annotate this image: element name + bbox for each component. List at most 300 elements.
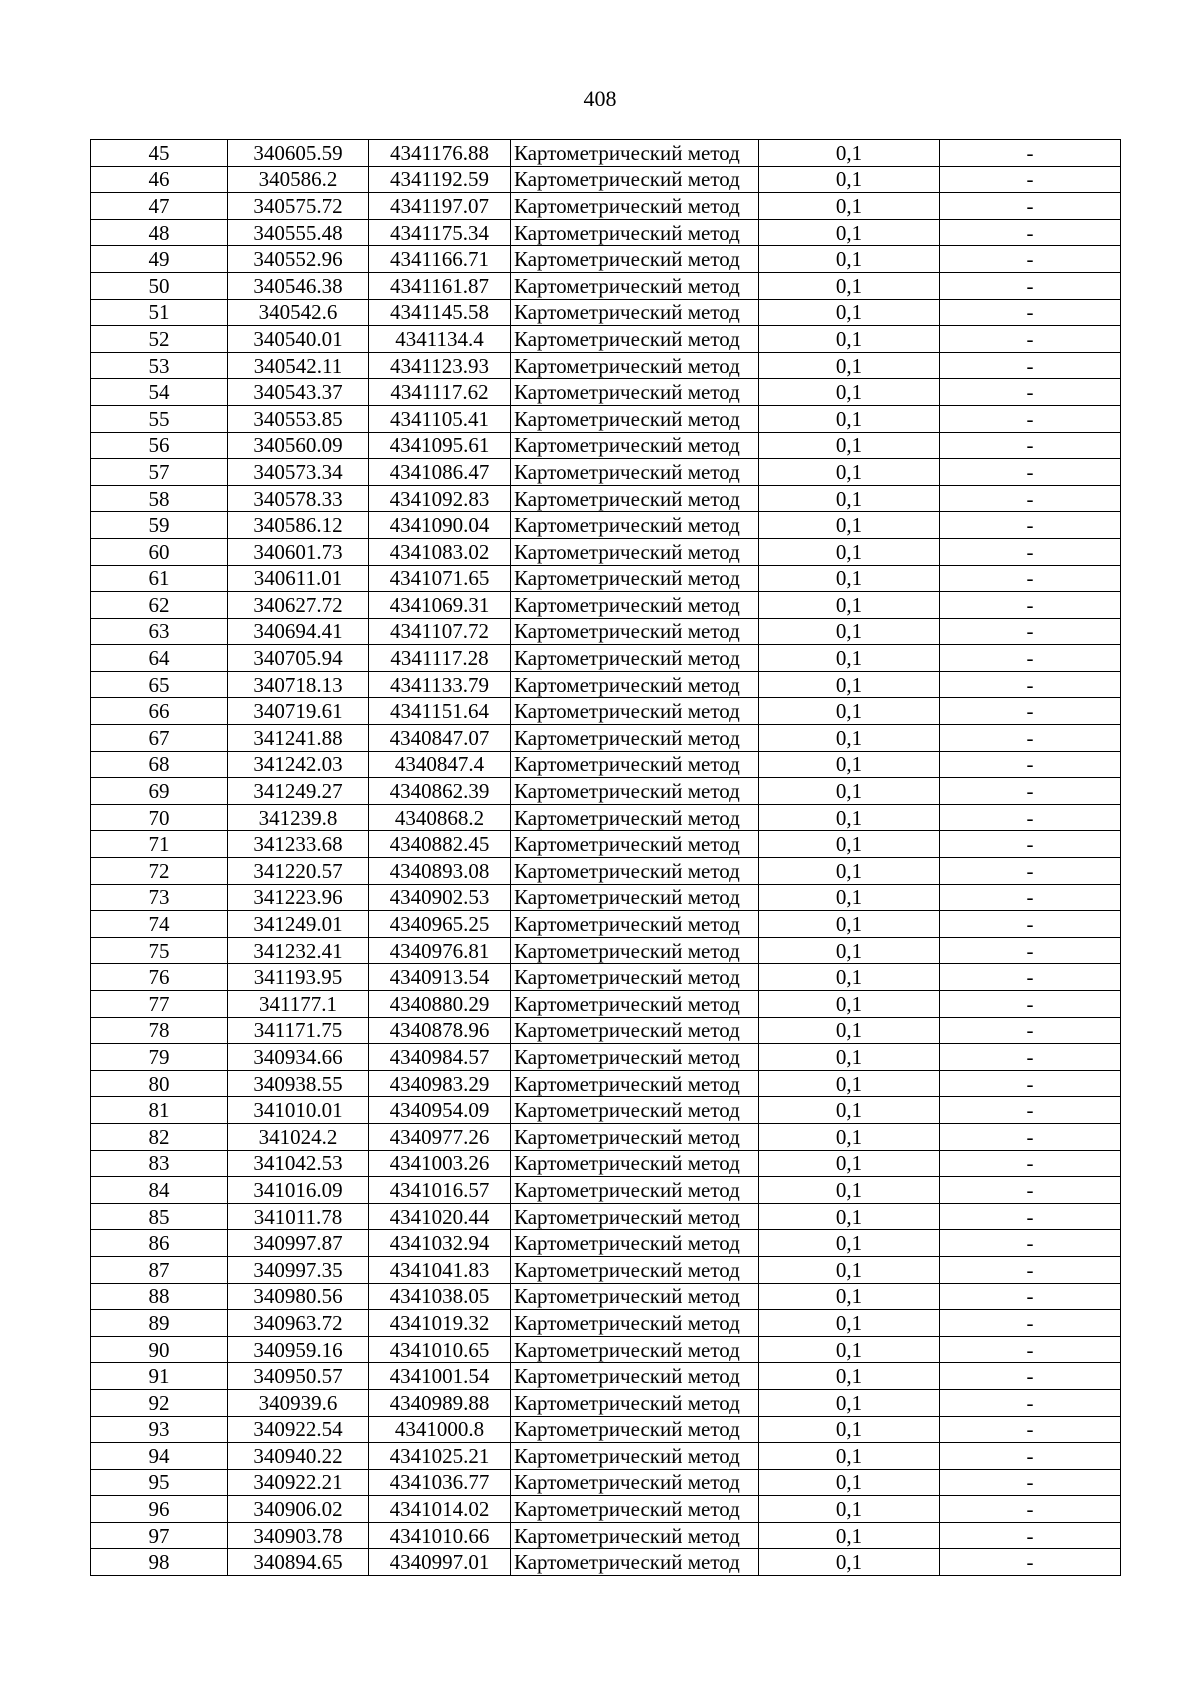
- accuracy-cell: 0,1: [759, 1177, 940, 1204]
- method-cell: Картометрический метод: [511, 459, 759, 486]
- y-coordinate-cell: 4341020.44: [369, 1203, 511, 1230]
- accuracy-cell: 0,1: [759, 512, 940, 539]
- accuracy-cell: 0,1: [759, 326, 940, 353]
- extra-cell: -: [940, 1150, 1121, 1177]
- y-coordinate-cell: 4341069.31: [369, 592, 511, 619]
- method-cell: Картометрический метод: [511, 1549, 759, 1576]
- y-coordinate-cell: 4340983.29: [369, 1070, 511, 1097]
- extra-cell: -: [940, 698, 1121, 725]
- x-coordinate-cell: 341233.68: [228, 831, 369, 858]
- table-row: [91, 1150, 1121, 1177]
- point-number-cell: 88: [91, 1283, 228, 1310]
- point-number-cell: 74: [91, 911, 228, 938]
- table-row: [91, 1177, 1121, 1204]
- method-cell: Картометрический метод: [511, 1150, 759, 1177]
- point-number-cell: 49: [91, 246, 228, 273]
- accuracy-cell: 0,1: [759, 778, 940, 805]
- extra-cell: -: [940, 405, 1121, 432]
- y-coordinate-cell: 4341197.07: [369, 193, 511, 220]
- point-number-cell: 61: [91, 565, 228, 592]
- x-coordinate-cell: 340575.72: [228, 193, 369, 220]
- y-coordinate-cell: 4341123.93: [369, 352, 511, 379]
- point-number-cell: 52: [91, 326, 228, 353]
- accuracy-cell: 0,1: [759, 964, 940, 991]
- point-number-cell: 95: [91, 1469, 228, 1496]
- extra-cell: -: [940, 1283, 1121, 1310]
- x-coordinate-cell: 340980.56: [228, 1283, 369, 1310]
- extra-cell: -: [940, 1416, 1121, 1443]
- x-coordinate-cell: 341223.96: [228, 884, 369, 911]
- extra-cell: -: [940, 645, 1121, 672]
- accuracy-cell: 0,1: [759, 352, 940, 379]
- method-cell: Картометрический метод: [511, 1177, 759, 1204]
- table-row: [91, 1123, 1121, 1150]
- extra-cell: -: [940, 1177, 1121, 1204]
- y-coordinate-cell: 4340893.08: [369, 858, 511, 885]
- y-coordinate-cell: 4341025.21: [369, 1443, 511, 1470]
- table-row: [91, 193, 1121, 220]
- method-cell: Картометрический метод: [511, 1283, 759, 1310]
- point-number-cell: 48: [91, 219, 228, 246]
- y-coordinate-cell: 4340913.54: [369, 964, 511, 991]
- method-cell: Картометрический метод: [511, 1070, 759, 1097]
- table-row: [91, 219, 1121, 246]
- accuracy-cell: 0,1: [759, 1389, 940, 1416]
- table-row: [91, 565, 1121, 592]
- point-number-cell: 79: [91, 1044, 228, 1071]
- accuracy-cell: 0,1: [759, 645, 940, 672]
- x-coordinate-cell: 340540.01: [228, 326, 369, 353]
- x-coordinate-cell: 340718.13: [228, 671, 369, 698]
- y-coordinate-cell: 4340868.2: [369, 804, 511, 831]
- y-coordinate-cell: 4340954.09: [369, 1097, 511, 1124]
- y-coordinate-cell: 4341117.28: [369, 645, 511, 672]
- point-number-cell: 56: [91, 432, 228, 459]
- extra-cell: -: [940, 671, 1121, 698]
- x-coordinate-cell: 340560.09: [228, 432, 369, 459]
- x-coordinate-cell: 340963.72: [228, 1310, 369, 1337]
- point-number-cell: 90: [91, 1336, 228, 1363]
- method-cell: Картометрический метод: [511, 432, 759, 459]
- extra-cell: -: [940, 778, 1121, 805]
- y-coordinate-cell: 4341161.87: [369, 272, 511, 299]
- method-cell: Картометрический метод: [511, 166, 759, 193]
- x-coordinate-cell: 341177.1: [228, 991, 369, 1018]
- point-number-cell: 76: [91, 964, 228, 991]
- extra-cell: -: [940, 1310, 1121, 1337]
- extra-cell: -: [940, 1097, 1121, 1124]
- point-number-cell: 72: [91, 858, 228, 885]
- table-row: [91, 1097, 1121, 1124]
- accuracy-cell: 0,1: [759, 485, 940, 512]
- y-coordinate-cell: 4340965.25: [369, 911, 511, 938]
- accuracy-cell: 0,1: [759, 1496, 940, 1523]
- x-coordinate-cell: 340553.85: [228, 405, 369, 432]
- point-number-cell: 75: [91, 937, 228, 964]
- extra-cell: -: [940, 1044, 1121, 1071]
- accuracy-cell: 0,1: [759, 1017, 940, 1044]
- y-coordinate-cell: 4341095.61: [369, 432, 511, 459]
- point-number-cell: 92: [91, 1389, 228, 1416]
- point-number-cell: 55: [91, 405, 228, 432]
- y-coordinate-cell: 4341071.65: [369, 565, 511, 592]
- y-coordinate-cell: 4341105.41: [369, 405, 511, 432]
- point-number-cell: 50: [91, 272, 228, 299]
- point-number-cell: 85: [91, 1203, 228, 1230]
- method-cell: Картометрический метод: [511, 1496, 759, 1523]
- table-row: [91, 1044, 1121, 1071]
- method-cell: Картометрический метод: [511, 911, 759, 938]
- table-row: [91, 512, 1121, 539]
- table-row: [91, 299, 1121, 326]
- point-number-cell: 69: [91, 778, 228, 805]
- y-coordinate-cell: 4341041.83: [369, 1256, 511, 1283]
- extra-cell: -: [940, 911, 1121, 938]
- y-coordinate-cell: 4341010.66: [369, 1522, 511, 1549]
- point-number-cell: 86: [91, 1230, 228, 1257]
- extra-cell: -: [940, 299, 1121, 326]
- table-row: [91, 1310, 1121, 1337]
- table-row: [91, 858, 1121, 885]
- table-row: [91, 246, 1121, 273]
- method-cell: Картометрический метод: [511, 272, 759, 299]
- x-coordinate-cell: 341249.27: [228, 778, 369, 805]
- table-row: [91, 326, 1121, 353]
- extra-cell: -: [940, 565, 1121, 592]
- point-number-cell: 54: [91, 379, 228, 406]
- table-row: [91, 991, 1121, 1018]
- table-row: [91, 618, 1121, 645]
- x-coordinate-cell: 340939.6: [228, 1389, 369, 1416]
- y-coordinate-cell: 4341176.88: [369, 140, 511, 167]
- x-coordinate-cell: 340578.33: [228, 485, 369, 512]
- point-number-cell: 60: [91, 538, 228, 565]
- x-coordinate-cell: 340894.65: [228, 1549, 369, 1576]
- table-row: [91, 1017, 1121, 1044]
- accuracy-cell: 0,1: [759, 565, 940, 592]
- method-cell: Картометрический метод: [511, 858, 759, 885]
- accuracy-cell: 0,1: [759, 592, 940, 619]
- x-coordinate-cell: 341024.2: [228, 1123, 369, 1150]
- x-coordinate-cell: 340611.01: [228, 565, 369, 592]
- point-number-cell: 77: [91, 991, 228, 1018]
- table-row: [91, 1469, 1121, 1496]
- method-cell: Картометрический метод: [511, 299, 759, 326]
- method-cell: Картометрический метод: [511, 645, 759, 672]
- accuracy-cell: 0,1: [759, 1443, 940, 1470]
- x-coordinate-cell: 340627.72: [228, 592, 369, 619]
- method-cell: Картометрический метод: [511, 538, 759, 565]
- x-coordinate-cell: 341011.78: [228, 1203, 369, 1230]
- x-coordinate-cell: 340543.37: [228, 379, 369, 406]
- accuracy-cell: 0,1: [759, 618, 940, 645]
- point-number-cell: 87: [91, 1256, 228, 1283]
- y-coordinate-cell: 4341134.4: [369, 326, 511, 353]
- x-coordinate-cell: 340705.94: [228, 645, 369, 672]
- y-coordinate-cell: 4341090.04: [369, 512, 511, 539]
- table-row: [91, 1443, 1121, 1470]
- method-cell: Картометрический метод: [511, 1203, 759, 1230]
- extra-cell: -: [940, 991, 1121, 1018]
- x-coordinate-cell: 340940.22: [228, 1443, 369, 1470]
- method-cell: Картометрический метод: [511, 884, 759, 911]
- x-coordinate-cell: 340586.12: [228, 512, 369, 539]
- point-number-cell: 53: [91, 352, 228, 379]
- point-number-cell: 70: [91, 804, 228, 831]
- x-coordinate-cell: 341016.09: [228, 1177, 369, 1204]
- point-number-cell: 97: [91, 1522, 228, 1549]
- x-coordinate-cell: 340997.87: [228, 1230, 369, 1257]
- y-coordinate-cell: 4341016.57: [369, 1177, 511, 1204]
- accuracy-cell: 0,1: [759, 459, 940, 486]
- y-coordinate-cell: 4341092.83: [369, 485, 511, 512]
- point-number-cell: 83: [91, 1150, 228, 1177]
- x-coordinate-cell: 341220.57: [228, 858, 369, 885]
- method-cell: Картометрический метод: [511, 1443, 759, 1470]
- accuracy-cell: 0,1: [759, 1416, 940, 1443]
- extra-cell: -: [940, 246, 1121, 273]
- method-cell: Картометрический метод: [511, 1469, 759, 1496]
- extra-cell: -: [940, 858, 1121, 885]
- accuracy-cell: 0,1: [759, 1044, 940, 1071]
- x-coordinate-cell: 341171.75: [228, 1017, 369, 1044]
- table-row: [91, 778, 1121, 805]
- accuracy-cell: 0,1: [759, 1150, 940, 1177]
- x-coordinate-cell: 341241.88: [228, 725, 369, 752]
- x-coordinate-cell: 340903.78: [228, 1522, 369, 1549]
- extra-cell: -: [940, 1443, 1121, 1470]
- method-cell: Картометрический метод: [511, 1256, 759, 1283]
- extra-cell: -: [940, 512, 1121, 539]
- method-cell: Картометрический метод: [511, 1017, 759, 1044]
- table-row: [91, 831, 1121, 858]
- x-coordinate-cell: 341239.8: [228, 804, 369, 831]
- accuracy-cell: 0,1: [759, 1203, 940, 1230]
- table-row: [91, 698, 1121, 725]
- extra-cell: -: [940, 831, 1121, 858]
- point-number-cell: 59: [91, 512, 228, 539]
- extra-cell: -: [940, 379, 1121, 406]
- point-number-cell: 58: [91, 485, 228, 512]
- method-cell: Картометрический метод: [511, 1363, 759, 1390]
- y-coordinate-cell: 4341107.72: [369, 618, 511, 645]
- y-coordinate-cell: 4340878.96: [369, 1017, 511, 1044]
- table-row: [91, 405, 1121, 432]
- method-cell: Картометрический метод: [511, 1416, 759, 1443]
- x-coordinate-cell: 340997.35: [228, 1256, 369, 1283]
- point-number-cell: 98: [91, 1549, 228, 1576]
- method-cell: Картометрический метод: [511, 193, 759, 220]
- method-cell: Картометрический метод: [511, 512, 759, 539]
- point-number-cell: 96: [91, 1496, 228, 1523]
- method-cell: Картометрический метод: [511, 1389, 759, 1416]
- table-row: [91, 1549, 1121, 1576]
- accuracy-cell: 0,1: [759, 246, 940, 273]
- y-coordinate-cell: 4340882.45: [369, 831, 511, 858]
- table-row: [91, 1522, 1121, 1549]
- point-number-cell: 94: [91, 1443, 228, 1470]
- extra-cell: -: [940, 272, 1121, 299]
- method-cell: Картометрический метод: [511, 485, 759, 512]
- point-number-cell: 57: [91, 459, 228, 486]
- y-coordinate-cell: 4340976.81: [369, 937, 511, 964]
- accuracy-cell: 0,1: [759, 379, 940, 406]
- table-row: [91, 884, 1121, 911]
- x-coordinate-cell: 341042.53: [228, 1150, 369, 1177]
- y-coordinate-cell: 4341001.54: [369, 1363, 511, 1390]
- accuracy-cell: 0,1: [759, 751, 940, 778]
- extra-cell: -: [940, 1256, 1121, 1283]
- table-row: [91, 352, 1121, 379]
- extra-cell: -: [940, 1203, 1121, 1230]
- y-coordinate-cell: 4341192.59: [369, 166, 511, 193]
- table-row: [91, 1070, 1121, 1097]
- extra-cell: -: [940, 219, 1121, 246]
- accuracy-cell: 0,1: [759, 1469, 940, 1496]
- accuracy-cell: 0,1: [759, 991, 940, 1018]
- extra-cell: -: [940, 1522, 1121, 1549]
- accuracy-cell: 0,1: [759, 193, 940, 220]
- accuracy-cell: 0,1: [759, 725, 940, 752]
- extra-cell: -: [940, 1123, 1121, 1150]
- method-cell: Картометрический метод: [511, 326, 759, 353]
- accuracy-cell: 0,1: [759, 1070, 940, 1097]
- y-coordinate-cell: 4341003.26: [369, 1150, 511, 1177]
- extra-cell: -: [940, 459, 1121, 486]
- x-coordinate-cell: 341242.03: [228, 751, 369, 778]
- extra-cell: -: [940, 1017, 1121, 1044]
- accuracy-cell: 0,1: [759, 299, 940, 326]
- extra-cell: -: [940, 964, 1121, 991]
- x-coordinate-cell: 340719.61: [228, 698, 369, 725]
- y-coordinate-cell: 4341175.34: [369, 219, 511, 246]
- method-cell: Картометрический метод: [511, 352, 759, 379]
- method-cell: Картометрический метод: [511, 671, 759, 698]
- x-coordinate-cell: 340542.11: [228, 352, 369, 379]
- accuracy-cell: 0,1: [759, 538, 940, 565]
- table-row: [91, 937, 1121, 964]
- accuracy-cell: 0,1: [759, 1363, 940, 1390]
- x-coordinate-cell: 340934.66: [228, 1044, 369, 1071]
- method-cell: Картометрический метод: [511, 698, 759, 725]
- y-coordinate-cell: 4341010.65: [369, 1336, 511, 1363]
- x-coordinate-cell: 340906.02: [228, 1496, 369, 1523]
- extra-cell: -: [940, 937, 1121, 964]
- method-cell: Картометрический метод: [511, 1044, 759, 1071]
- method-cell: Картометрический метод: [511, 991, 759, 1018]
- accuracy-cell: 0,1: [759, 911, 940, 938]
- method-cell: Картометрический метод: [511, 140, 759, 167]
- method-cell: Картометрический метод: [511, 1123, 759, 1150]
- table-row: [91, 1363, 1121, 1390]
- table-row: [91, 1416, 1121, 1443]
- y-coordinate-cell: 4340997.01: [369, 1549, 511, 1576]
- accuracy-cell: 0,1: [759, 671, 940, 698]
- method-cell: Картометрический метод: [511, 831, 759, 858]
- y-coordinate-cell: 4341133.79: [369, 671, 511, 698]
- point-number-cell: 65: [91, 671, 228, 698]
- table-row: [91, 1496, 1121, 1523]
- extra-cell: -: [940, 1336, 1121, 1363]
- accuracy-cell: 0,1: [759, 1256, 940, 1283]
- accuracy-cell: 0,1: [759, 1549, 940, 1576]
- extra-cell: -: [940, 193, 1121, 220]
- method-cell: Картометрический метод: [511, 751, 759, 778]
- point-number-cell: 82: [91, 1123, 228, 1150]
- accuracy-cell: 0,1: [759, 272, 940, 299]
- extra-cell: -: [940, 1230, 1121, 1257]
- point-number-cell: 73: [91, 884, 228, 911]
- accuracy-cell: 0,1: [759, 1283, 940, 1310]
- extra-cell: -: [940, 1070, 1121, 1097]
- y-coordinate-cell: 4341014.02: [369, 1496, 511, 1523]
- y-coordinate-cell: 4341166.71: [369, 246, 511, 273]
- extra-cell: -: [940, 538, 1121, 565]
- extra-cell: -: [940, 618, 1121, 645]
- point-number-cell: 78: [91, 1017, 228, 1044]
- extra-cell: -: [940, 432, 1121, 459]
- method-cell: Картометрический метод: [511, 778, 759, 805]
- method-cell: Картометрический метод: [511, 219, 759, 246]
- method-cell: Картометрический метод: [511, 565, 759, 592]
- table-row: [91, 751, 1121, 778]
- method-cell: Картометрический метод: [511, 379, 759, 406]
- extra-cell: -: [940, 592, 1121, 619]
- y-coordinate-cell: 4340847.4: [369, 751, 511, 778]
- point-number-cell: 46: [91, 166, 228, 193]
- method-cell: Картометрический метод: [511, 246, 759, 273]
- extra-cell: -: [940, 326, 1121, 353]
- method-cell: Картометрический метод: [511, 804, 759, 831]
- x-coordinate-cell: 340694.41: [228, 618, 369, 645]
- extra-cell: -: [940, 725, 1121, 752]
- point-number-cell: 81: [91, 1097, 228, 1124]
- method-cell: Картометрический метод: [511, 1097, 759, 1124]
- accuracy-cell: 0,1: [759, 219, 940, 246]
- point-number-cell: 47: [91, 193, 228, 220]
- table-row: [91, 1336, 1121, 1363]
- x-coordinate-cell: 340573.34: [228, 459, 369, 486]
- table-row: [91, 964, 1121, 991]
- table-row: [91, 1283, 1121, 1310]
- accuracy-cell: 0,1: [759, 858, 940, 885]
- x-coordinate-cell: 341249.01: [228, 911, 369, 938]
- extra-cell: -: [940, 1389, 1121, 1416]
- accuracy-cell: 0,1: [759, 937, 940, 964]
- point-number-cell: 80: [91, 1070, 228, 1097]
- y-coordinate-cell: 4340862.39: [369, 778, 511, 805]
- accuracy-cell: 0,1: [759, 1230, 940, 1257]
- table-row: [91, 272, 1121, 299]
- method-cell: Картометрический метод: [511, 618, 759, 645]
- point-number-cell: 68: [91, 751, 228, 778]
- x-coordinate-cell: 340922.54: [228, 1416, 369, 1443]
- extra-cell: -: [940, 1469, 1121, 1496]
- method-cell: Картометрический метод: [511, 964, 759, 991]
- extra-cell: -: [940, 352, 1121, 379]
- accuracy-cell: 0,1: [759, 884, 940, 911]
- y-coordinate-cell: 4340977.26: [369, 1123, 511, 1150]
- point-number-cell: 64: [91, 645, 228, 672]
- y-coordinate-cell: 4340989.88: [369, 1389, 511, 1416]
- accuracy-cell: 0,1: [759, 405, 940, 432]
- x-coordinate-cell: 340542.6: [228, 299, 369, 326]
- table-row: [91, 804, 1121, 831]
- y-coordinate-cell: 4341145.58: [369, 299, 511, 326]
- y-coordinate-cell: 4340984.57: [369, 1044, 511, 1071]
- accuracy-cell: 0,1: [759, 698, 940, 725]
- table-row: [91, 1389, 1121, 1416]
